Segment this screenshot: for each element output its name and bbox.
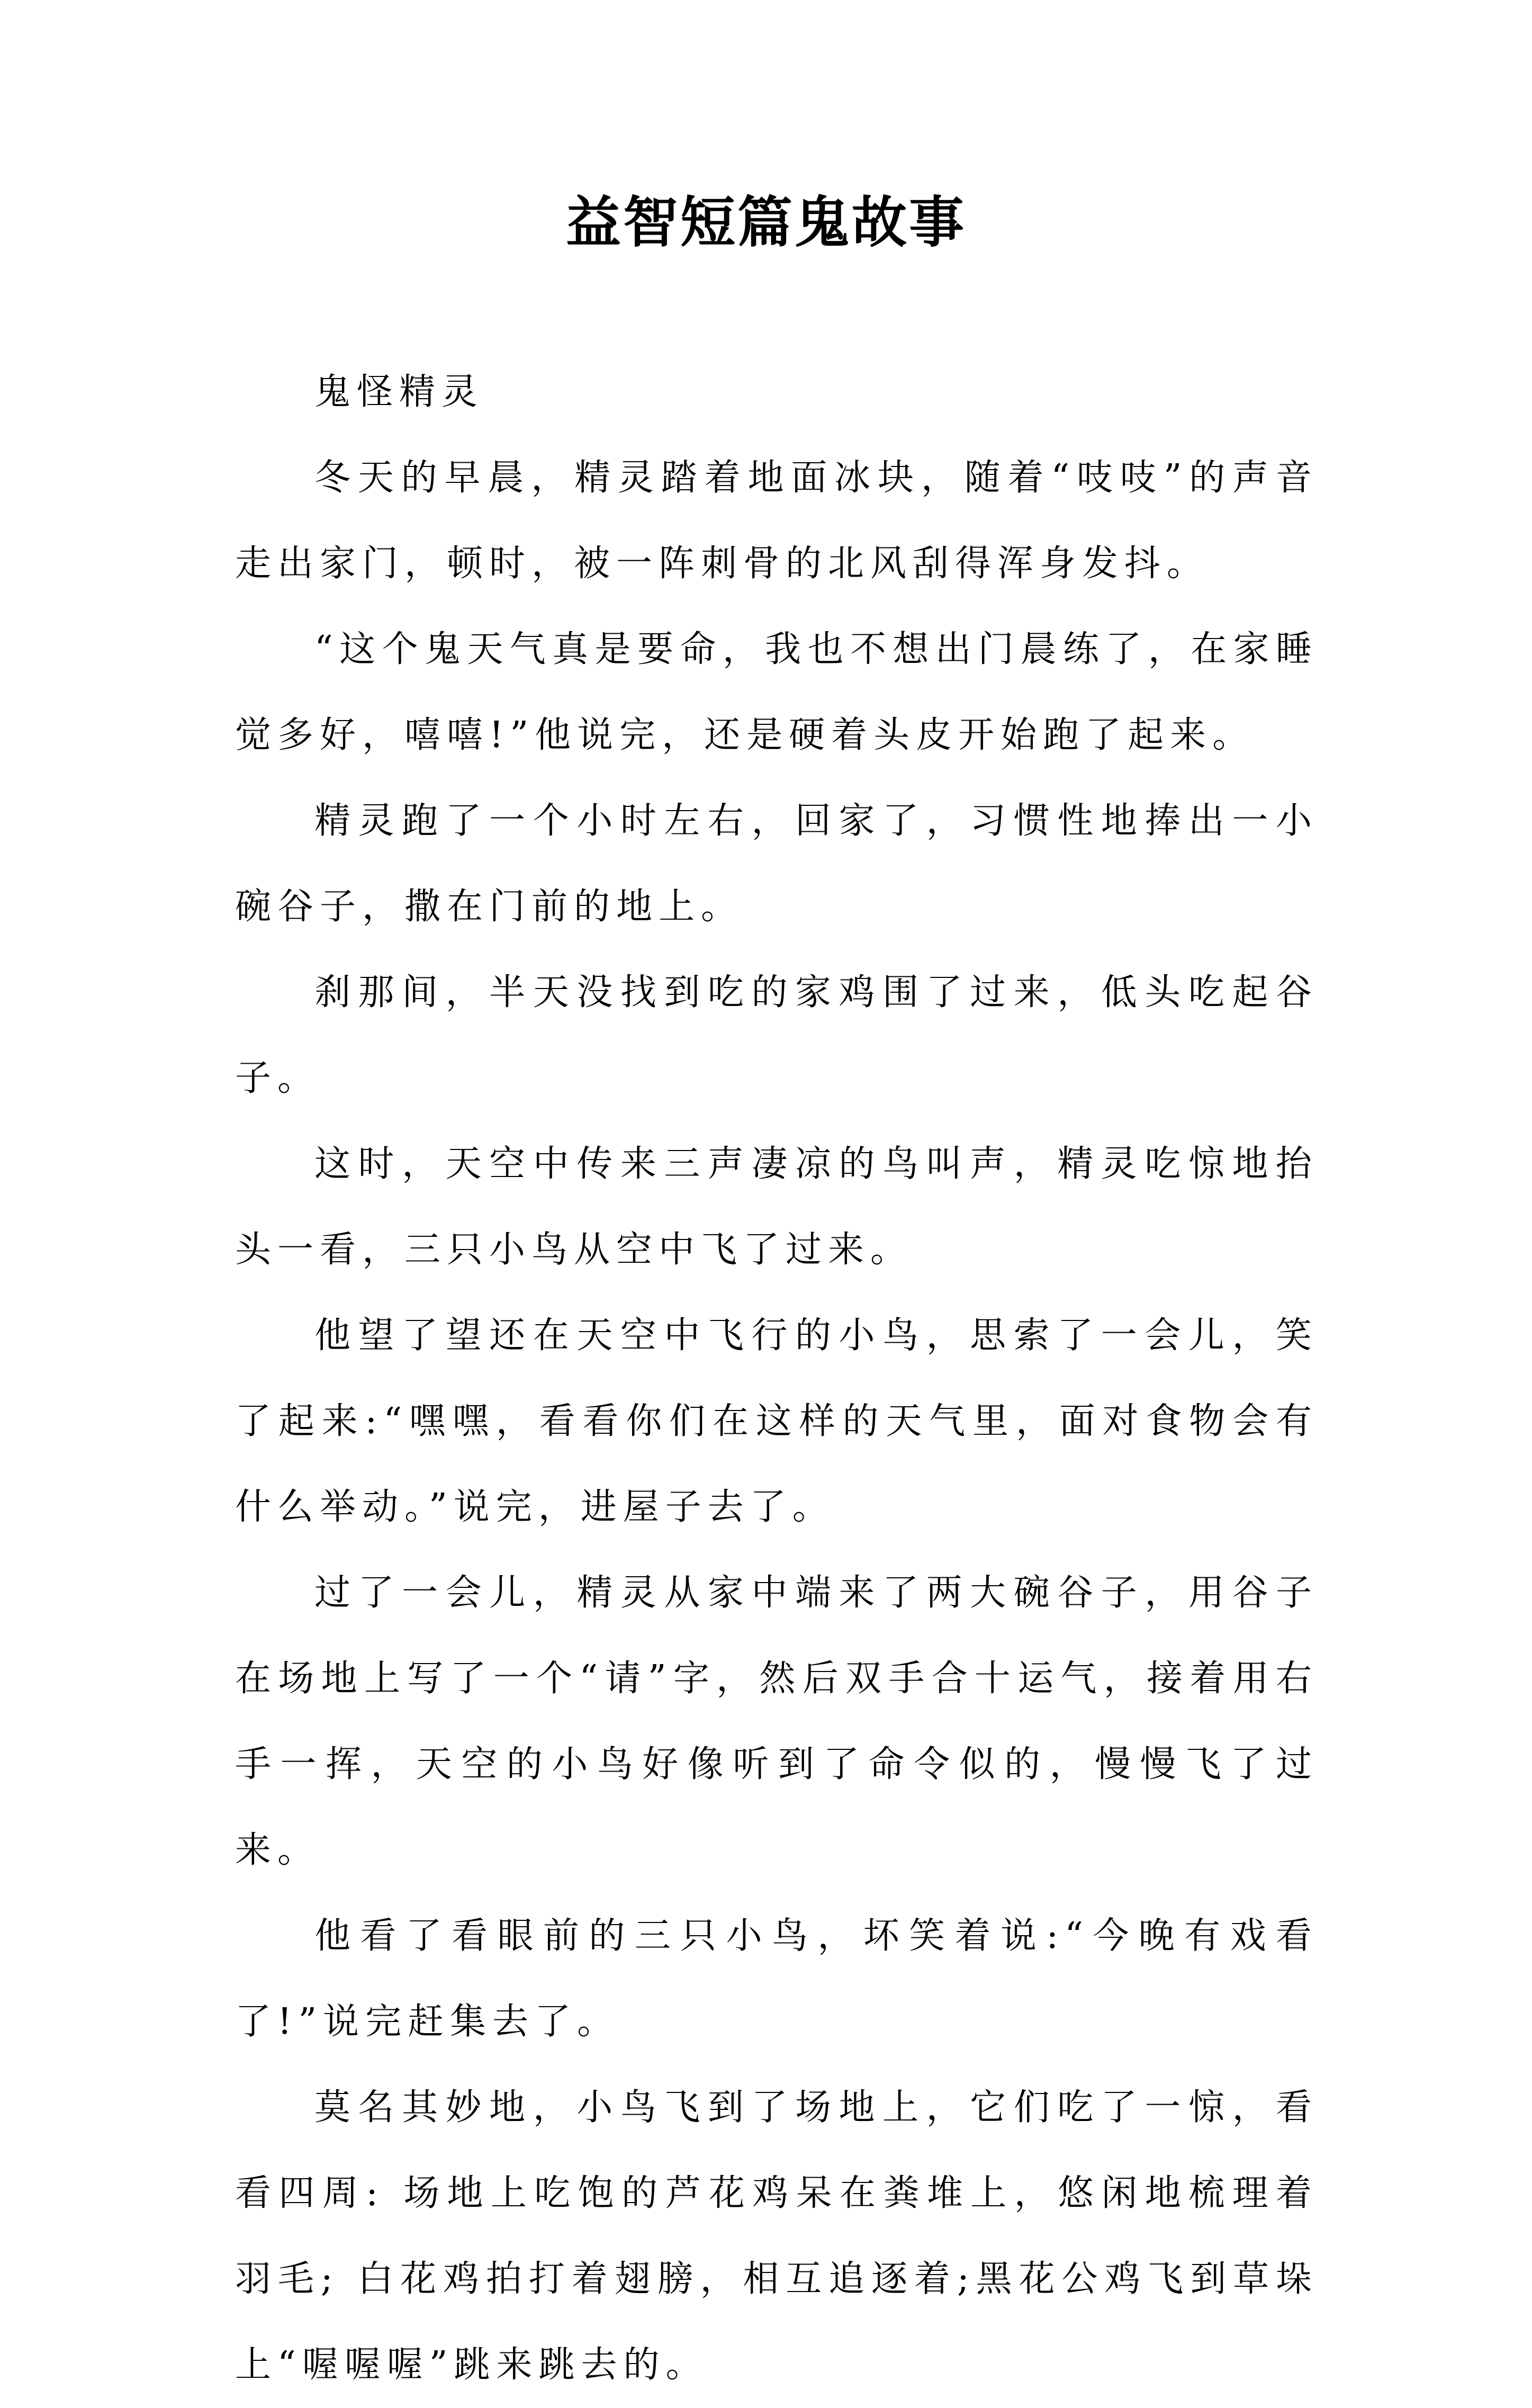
paragraph: 过了一会儿，精灵从家中端来了两大碗谷子，用谷子在场地上写了一个“请”字，然后双手合十运气，接着用右手一挥，天空的小鸟好像听到了命令似的，慢慢飞了过来。	[235, 1572, 1318, 1871]
paragraph: 冬天的早晨，精灵踏着地面冰块，随着“吱吱”的声音走出家门，顿时，被一阵刺骨的北风刮得浑身发抖。	[235, 457, 1318, 585]
document-title: 益智短篇鬼故事	[565, 190, 966, 255]
paragraph: 莫名其妙地，小鸟飞到了场地上，它们吃了一惊，看看四周: 场地上吃饱的芦花鸡呆在粪堆上，悠闲地梳理着羽毛; 白花鸡拍打着翅膀，相互追逐着;黑花公鸡飞到草垛上“喔喔喔”跳来跳去的。	[235, 2087, 1318, 2386]
paragraph: 精灵跑了一个小时左右，回家了，习惯性地捧出一小碗谷子，撒在门前的地上。	[235, 800, 1318, 928]
paragraph: 他看了看眼前的三只小鸟，坏笑着说:“今晚有戏看了!”说完赶集去了。	[235, 1915, 1318, 2043]
paragraph: 这时，天空中传来三声凄凉的鸟叫声，精灵吃惊地抬头一看，三只小鸟从空中飞了过来。	[235, 1143, 1318, 1271]
paragraph: 刹那间，半天没找到吃的家鸡围了过来，低头吃起谷子。	[235, 972, 1318, 1099]
section-heading: 鬼怪精灵	[314, 371, 484, 413]
paragraph: “这个鬼天气真是要命，我也不想出门晨练了，在家睡觉多好，嘻嘻!”他说完，还是硬着头皮开始跑了起来。	[235, 628, 1318, 756]
paragraph: 他望了望还在天空中飞行的小鸟，思索了一会儿，笑了起来:“嘿嘿，看看你们在这样的天气里，面对食物会有什么举动。”说完，进屋子去了。	[235, 1315, 1318, 1528]
document-body	[235, 349, 1318, 2408]
